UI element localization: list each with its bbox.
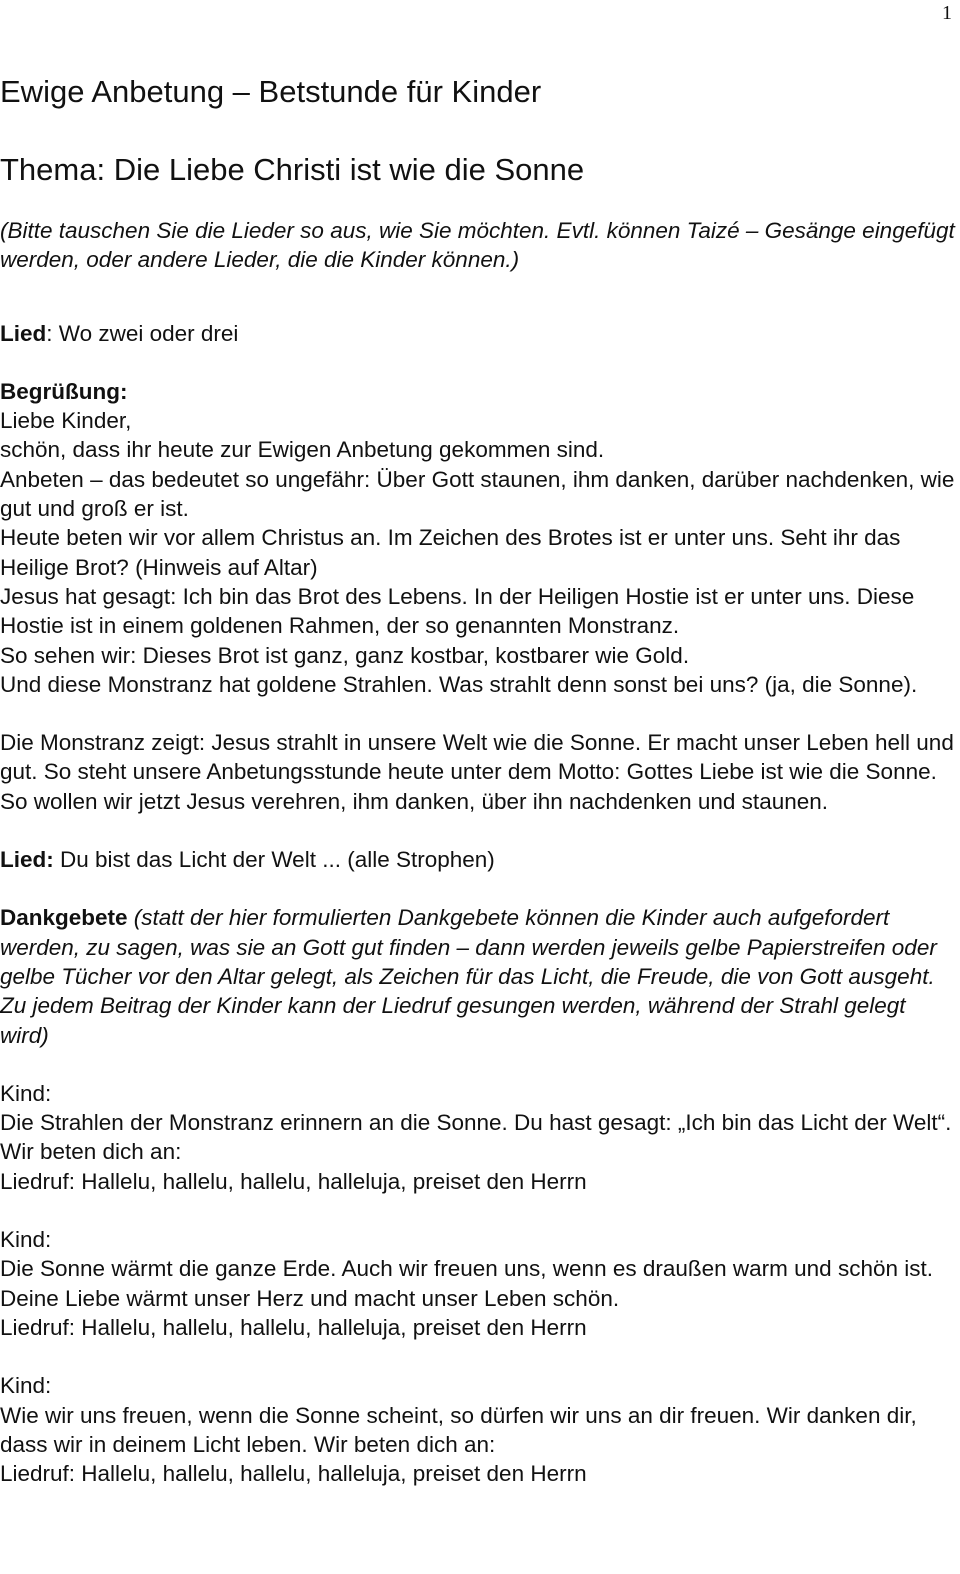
song-1 [0,319,958,348]
song-2-text: Du bist das Licht der Welt ... (alle Strophen) [53,847,495,873]
greeting-line: So wollen wir jetzt Jesus verehren, ihm danken, über ihn nachdenken und staunen. [0,788,829,814]
greeting-label: Begrüßung: [0,378,128,404]
song-1-label: Lied [0,320,47,346]
prayer-speaker: Kind: [0,1080,52,1106]
prayer-speaker: Kind: [0,1227,52,1253]
prayer-refrain: Liedruf: Hallelu, hallelu, hallelu, halleluja, preiset den Herrn [0,1314,587,1340]
thanks-label: Dankgebete [0,905,128,931]
prayer-text: Wie wir uns freuen, wenn die Sonne scheint, so dürfen wir uns an dir freuen. Wir danken dir, dass wir in deinem Licht leben. Wir beten dich an: [0,1402,917,1457]
prayer-refrain: Liedruf: Hallelu, hallelu, hallelu, halleluja, preiset den Herrn [0,1168,587,1194]
prayer-refrain: Liedruf: Hallelu, hallelu, hallelu, halleluja, preiset den Herrn [0,1461,587,1487]
document-title: Ewige Anbetung – Betstunde für Kinder [0,74,542,109]
greeting-line: Jesus hat gesagt: Ich bin das Brot des Lebens. In der Heiligen Hostie ist er unter uns. Diese Hostie ist in einem goldenen Rahmen, der so genannten Monstranz. [0,583,915,639]
greeting-line: So sehen wir: Dieses Brot ist ganz, ganz kostbar, kostbarer wie Gold. [0,642,690,668]
greeting-line: schön, dass ihr heute zur Ewigen Anbetung gekommen sind. [0,437,605,463]
greeting-line: Und diese Monstranz hat goldene Strahlen. Was strahlt denn sonst bei uns? (ja, die Sonne). [0,671,918,697]
greeting-line: Anbeten – das bedeutet so ungefähr: Über Gott staunen, ihm danken, darüber nachdenken, wie gut und groß er ist. [0,466,955,522]
document-body [0,72,958,1488]
prayer-speaker: Kind: [0,1373,52,1399]
song-2-label: Lied: [0,847,54,873]
greeting-line: Die Monstranz zeigt: Jesus strahlt in unsere Welt wie die Sonne. Er macht unser Leben hell und gut. So steht unsere Anbetungsstunde heute unter dem Motto: Gottes Liebe ist wie die Sonne. [0,730,954,785]
prayer-text: Die Sonne wärmt die ganze Erde. Auch wir freuen uns, wenn es draußen warm und schön ist. Deine Liebe wärmt unser Herz und macht unser Leben schön. [0,1256,933,1311]
thanks-section [0,903,958,1049]
greeting-line: Heute beten wir vor allem Christus an. Im Zeichen des Brotes ist er unter uns. Seht ihr das Heilige Brot? (Hinweis auf Altar) [0,525,901,580]
song-2 [0,845,958,874]
prayer-text: Die Strahlen der Monstranz erinnern an die Sonne. Du hast gesagt: „Ich bin das Licht der Welt“. Wir beten dich an: [0,1110,952,1165]
greeting-line: Liebe Kinder, [0,408,132,434]
page-number: 1 [942,2,952,24]
song-1-text: : Wo zwei oder drei [46,320,239,346]
document-theme: Thema: Die Liebe Christi ist wie die Sonne [0,152,585,187]
intro-note: (Bitte tauschen Sie die Lieder so aus, wie Sie möchten. Evtl. können Taizé – Gesänge eingefügt werden, oder andere Lieder, die die Kinder können.) [0,218,955,273]
thanks-note: (statt der hier formulierten Dankgebete können die Kinder auch aufgefordert werden, zu sagen, was sie an Gott gut finden – dann werden jeweils gelbe Papierstreifen oder gelbe Tücher vor den Altar gelegt, als Zeichen für das Licht, die Freude, die von Gott ausgeht. Zu jedem Beitrag der Kinder kann der Liedruf gesungen werden, während der Strahl gelegt wird) [0,905,937,1048]
